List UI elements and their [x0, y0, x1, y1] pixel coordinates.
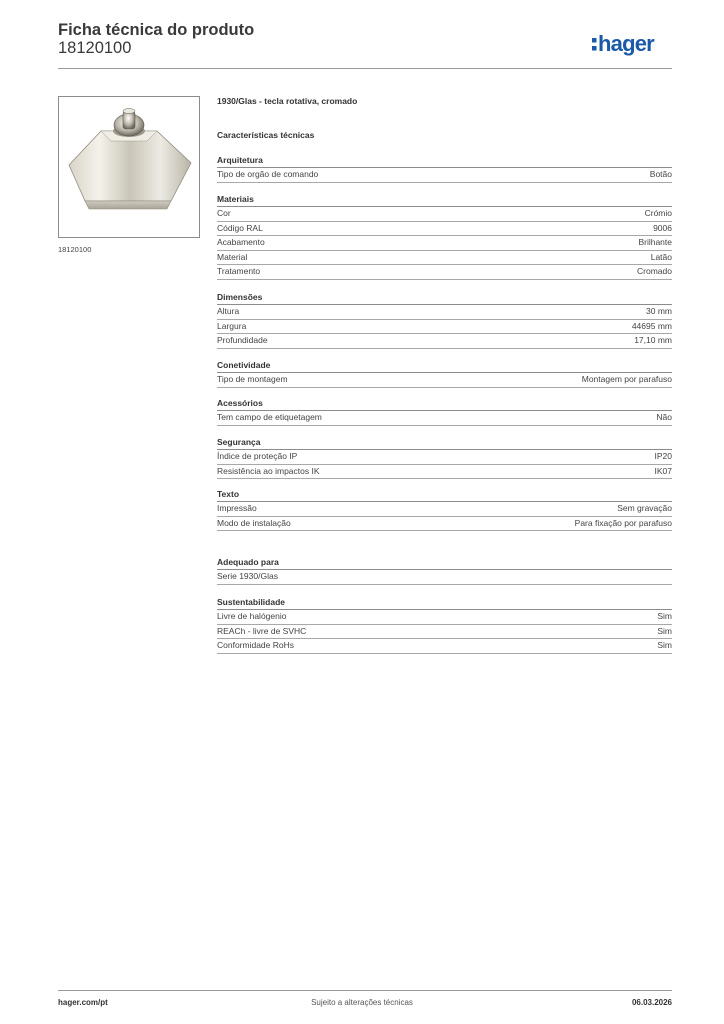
spec-value: IK07: [654, 465, 672, 476]
logo-dot-bottom: [592, 46, 597, 51]
spec-label: Acabamento: [217, 237, 265, 248]
header-divider: [58, 68, 672, 69]
spec-value: Sem gravação: [617, 503, 672, 513]
spec-row: [217, 334, 672, 349]
spec-row: [217, 465, 672, 480]
spec-label: Largura: [217, 320, 247, 331]
rotary-knob-image: [59, 97, 199, 237]
spec-value: Brilhante: [638, 237, 672, 248]
spec-value: 17,10 mm: [634, 335, 672, 346]
footer-divider: [58, 990, 672, 991]
section-title: Arquitetura: [217, 155, 263, 165]
spec-row: [217, 305, 672, 320]
spec-value: IP20: [654, 451, 672, 461]
spec-row: [217, 168, 672, 183]
spec-label: REACh - livre de SVHC: [217, 625, 307, 636]
footer-date: 06.03.2026: [631, 998, 672, 1007]
spec-label: Profundidade: [217, 335, 268, 346]
spec-row: [217, 251, 672, 266]
logo-wordmark: hager: [598, 31, 654, 56]
spec-row: [217, 625, 672, 640]
spec-label: Tipo de montagem: [217, 374, 288, 384]
spec-row: [217, 265, 672, 280]
spec-label: Conformidade RoHs: [217, 640, 295, 651]
spec-row: [217, 610, 672, 625]
section-title: Materiais: [217, 194, 254, 204]
spec-value: Montagem por parafuso: [581, 374, 672, 384]
section-title: Dimensões: [217, 292, 263, 302]
spec-row: [217, 450, 672, 465]
spec-label: Tipo de orgão de comando: [217, 169, 319, 179]
spec-row: [217, 236, 672, 251]
section-title: Segurança: [217, 437, 261, 447]
spec-label: Serie 1930/Glas: [217, 571, 278, 581]
spec-value: Para fixação por parafuso: [574, 517, 672, 528]
spec-row: [217, 517, 672, 532]
spec-value: Sim: [657, 611, 672, 621]
spec-value: 30 mm: [646, 306, 672, 316]
section-title: Sustentabilidade: [217, 597, 286, 607]
image-caption: 18120100: [58, 245, 92, 254]
spec-value: Latão: [650, 251, 672, 262]
footer-notice: Sujeito a alterações técnicas: [311, 998, 413, 1007]
spec-value: Crómio: [644, 208, 672, 218]
spec-row: [217, 320, 672, 335]
section-title: Adequado para: [217, 557, 279, 567]
spec-label: Altura: [217, 306, 240, 316]
spec-label: Cor: [217, 208, 231, 218]
spec-value: Botão: [649, 169, 672, 179]
spec-label: Código RAL: [217, 222, 263, 233]
spec-row: [217, 373, 672, 388]
spec-label: Índice de proteção IP: [217, 451, 298, 461]
spec-row: [217, 502, 672, 517]
spec-label: Tem campo de etiquetagem: [217, 412, 322, 422]
page-title: Ficha técnica do produto: [58, 21, 255, 39]
spec-row: [217, 639, 672, 654]
spec-value: 44695 mm: [631, 320, 672, 331]
spec-label: Impressão: [217, 503, 257, 513]
spec-row: [217, 570, 672, 585]
spec-label: Resistência ao impactos IK: [217, 465, 320, 476]
section-title: Texto: [217, 489, 240, 499]
logo-dot-top: [592, 38, 597, 43]
spec-row: [217, 411, 672, 426]
spec-label: Tratamento: [217, 266, 261, 277]
spec-value: Sim: [657, 625, 672, 636]
product-number: 18120100: [58, 39, 132, 57]
spec-label: Material: [217, 251, 248, 262]
hager-logo: [592, 29, 674, 59]
section-title: Acessórios: [217, 398, 263, 408]
product-description: 1930/Glas - tecla rotativa, cromado: [217, 96, 358, 106]
section-title: Conetividade: [217, 360, 271, 370]
spec-row: [217, 207, 672, 222]
spec-value: Cromado: [637, 266, 672, 277]
spec-value: 9006: [653, 222, 672, 233]
spec-value: Sim: [657, 640, 672, 651]
tech-characteristics-heading: Características técnicas: [217, 130, 315, 140]
spec-row: [217, 222, 672, 237]
spec-label: Livre de halógenio: [217, 611, 287, 621]
product-image: [58, 96, 200, 238]
spec-value: Não: [656, 412, 672, 422]
spec-label: Modo de instalação: [217, 517, 291, 528]
footer-website[interactable]: hager.com/pt: [58, 998, 108, 1007]
